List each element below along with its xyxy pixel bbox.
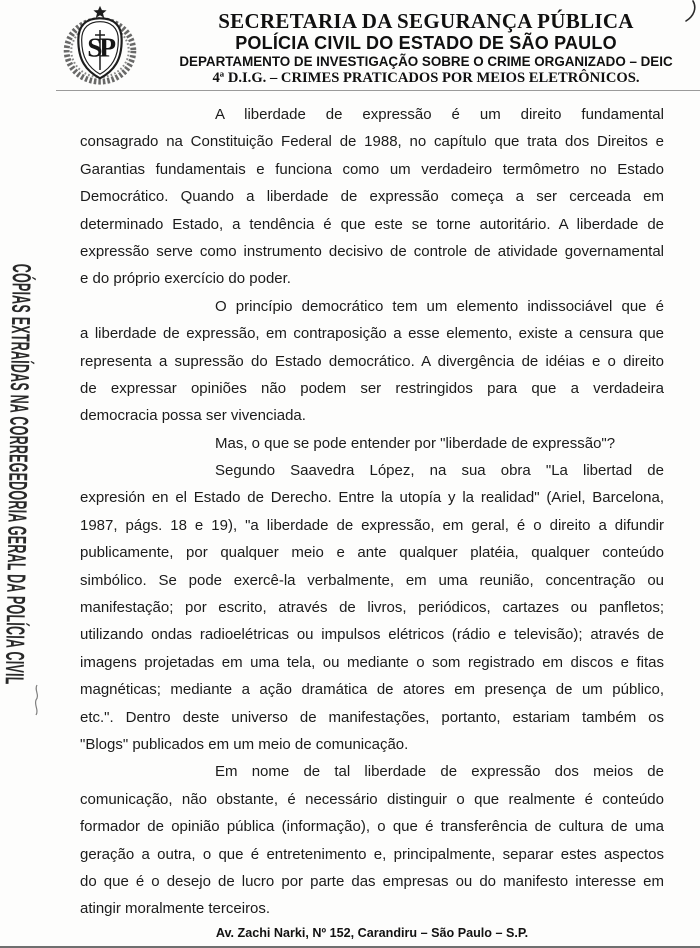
vertical-copy-stamp: CÓPIAS EXTRAÍDAS NA CORREGEDORIA GERAL DA POLÍCIA CIVIL (0, 263, 38, 685)
text-line: "Blogs" publicados em um meio de comunicação. (80, 735, 409, 753)
text-line: comunicação, não obstante, é necessário distinguir o que realmente é conteúdo (80, 790, 664, 808)
letterhead (150, 10, 700, 87)
text-line: Democrático. Quando a liberdade de expressão começa a ser cerceada em (80, 188, 664, 206)
text-line: a liberdade de expressão, em contraposição a esse elemento, existe a censura que (80, 325, 664, 343)
agency-title: SECRETARIA DA SEGURANÇA PÚBLICA (218, 9, 634, 33)
text-line: simbólico. Se pode exercê-la verbalmente, em uma reunião, concentração ou (80, 571, 664, 589)
text-line: determinado Estado, a tendência é que este se torne autoritário. A liberdade de (80, 215, 664, 233)
unit-title: 4ª D.I.G. – CRIMES PRATICADOS POR MEIOS ELETRÔNICOS. (212, 70, 640, 86)
text-line: Garantias fundamentais e funciona como um verdadeiro termômetro no Estado (80, 160, 664, 178)
text-line: Mas, o que se pode entender por "liberdade de expressão"? (215, 434, 616, 452)
text-line: O princípio democrático tem um elemento indissociável que é (215, 297, 664, 315)
text-line: A liberdade de expressão é um direito fundamental (215, 106, 664, 123)
sao-paulo-coat-of-arms-icon (58, 5, 142, 90)
text-line: Em nome de tal liberdade de expressão dos meios de (215, 763, 664, 781)
text-line: formador de opinião pública (informação), o que é transferência de cultura de uma (80, 818, 664, 836)
division-title: DEPARTAMENTO DE INVESTIGAÇÃO SOBRE O CRIME ORGANIZADO – DEIC (179, 54, 673, 69)
header-divider (56, 90, 700, 91)
text-line: democracia possa ser vivenciada. (80, 407, 306, 425)
text-line: atingir moralmente terceiros. (80, 900, 271, 918)
text-line: expresión en el Estado de Derecho. Entre la utopía y la realidad" (Ariel, Barcelona, (80, 489, 664, 507)
ink-squiggle-mark (31, 684, 43, 721)
text-line: magnéticas; mediante a ação dramática de atores em presença de um público, (80, 681, 664, 699)
text-line: de expressar opiniões não podem ser restringidos para que a verdadeira (80, 379, 664, 397)
department-title: POLÍCIA CIVIL DO ESTADO DE SÃO PAULO (235, 33, 617, 53)
text-line: publicamente, por qualquer meio e ante qualquer platéia, qualquer conteúdo (80, 544, 664, 562)
text-line: geração a outra, o que é entretenimento e, principalmente, separar estes aspectos (80, 845, 664, 863)
text-line: do que é o desejo de lucro por parte das empresas ou do manifesto interesse em (80, 872, 664, 890)
seal-monogram: SP (87, 31, 113, 63)
text-line: expressão serve como instrumento decisivo de controle de atividade governamental (80, 242, 664, 260)
text-line: utilizando ondas radioelétricas ou impulsos elétricos (rádio e televisão); através de (80, 626, 664, 644)
text-line: Segundo Saavedra López, na sua obra "La libertad de (215, 462, 664, 480)
text-line: consagrado na Constituição Federal de 1988, no capítulo que trata dos Direitos e (80, 133, 664, 151)
footer-address: Av. Zachi Narki, Nº 152, Carandiru – São Paulo – S.P. (215, 926, 529, 940)
text-line: representa a supressão do Estado democrático. A divergência de idéias e o direito (80, 352, 664, 370)
text-line: imagens projetadas em uma tela, ou mediante o som registrado em discos e fitas (80, 653, 664, 671)
text-line: manifestação; por escrito, através de livros, periódicos, cartazes ou panfletos; (80, 599, 664, 617)
pen-mark (683, 0, 700, 27)
text-line: etc.". Dentro deste universo de manifestações, portanto, estariam também os (80, 708, 664, 726)
text-line: e do próprio exercício do poder. (80, 270, 291, 288)
document-body (80, 101, 664, 923)
text-line: 1987, págs. 18 e 19), "a liberdade de expressão, em geral, é o direito a difundir (80, 516, 664, 534)
